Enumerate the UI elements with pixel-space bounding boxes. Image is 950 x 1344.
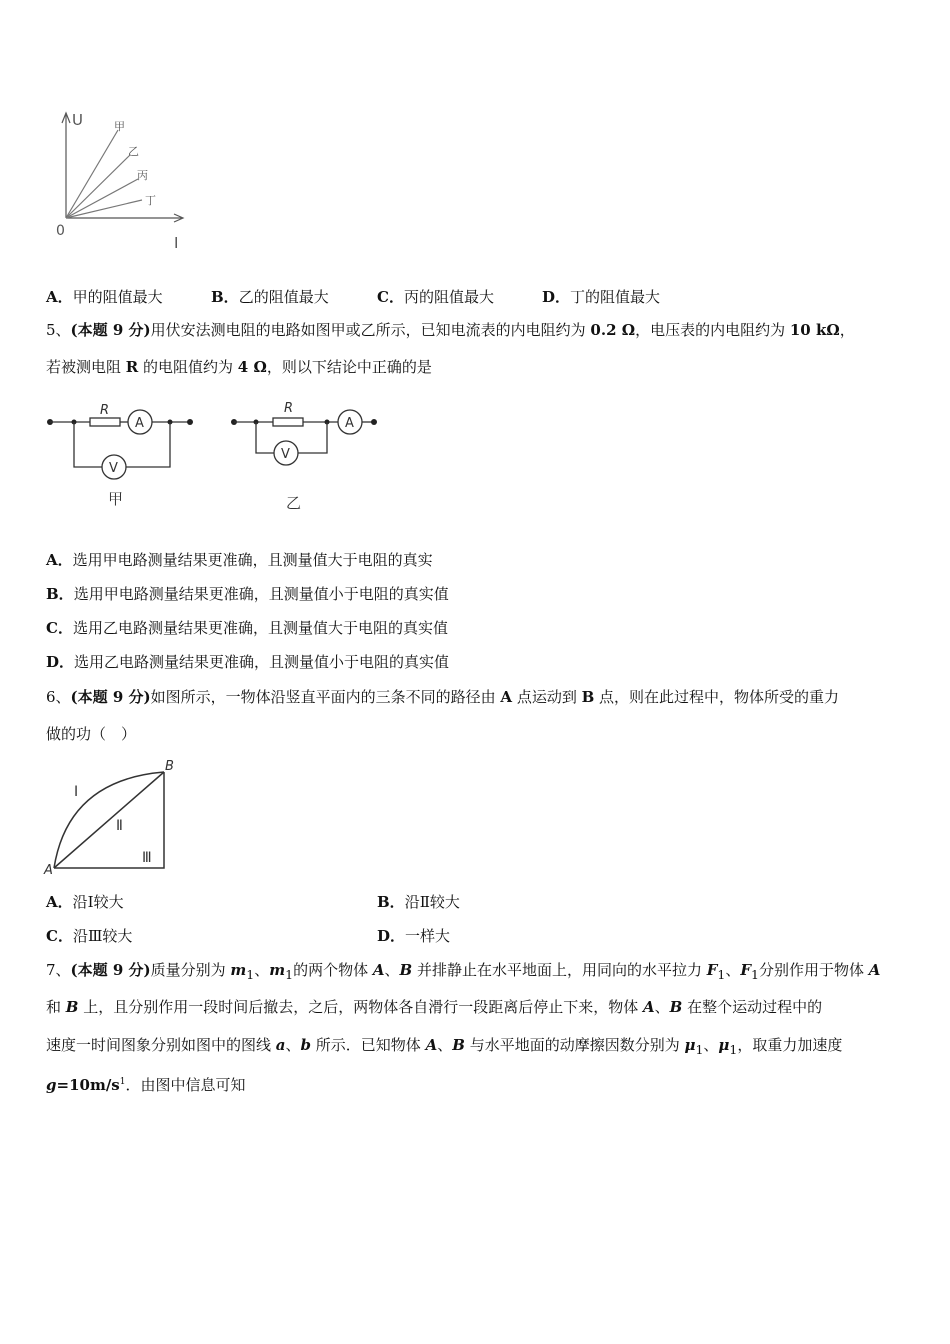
svg-text:A: A [44,863,53,878]
q6-stem-line1: 6、(本题 9 分)如图所示，一物体沿竖直平面内的三条不同的路径由 A 点运动到 B 点，则在此过程中，物体所受的重力 [46,688,840,706]
line-bing [66,179,138,218]
circuit-jia [44,398,204,513]
q6-stem-line2: 做的功（ ） [46,725,137,743]
resistor-r [90,418,120,426]
svg-text:R: R [100,403,110,418]
q4-option-c[interactable]: C．丙的阻值最大 [377,288,494,306]
svg-text:Ⅲ: Ⅲ [142,850,152,866]
q6-option-b[interactable]: B．沿Ⅱ较大 [377,893,460,911]
label-ding: 丁 [145,194,156,207]
label-jia: 甲 [114,120,125,133]
q5-option-b[interactable]: B．选用甲电路测量结果更准确，且测量值小于电阻的真实值 [46,585,449,603]
svg-text:V: V [109,461,118,476]
q7-stem-line3: 速度一时间图象分别如图中的图线 a、b 所示．已知物体 A、B 与水平地面的动摩擦因数分别为 $\mu_1$、$\mu_1$，取重力加速度 [46,1036,843,1057]
origin-label: 0 [56,223,65,239]
q6-option-d[interactable]: D．一样大 [377,927,451,945]
svg-text:A: A [345,416,354,431]
svg-text:Ⅰ: Ⅰ [74,784,79,800]
q7-stem-line4: $g=10m/s^1$．由图中信息可知 [46,1076,246,1094]
label-yi: 乙 [128,145,139,158]
q4-option-a[interactable]: A．甲的阻值最大 [46,288,163,306]
q5-stem-line1: 5、(本题 9 分)用伏安法测电阻的电路如图甲或乙所示，已知电流表的内电阻约为 0.2 Ω，电压表的内电阻约为 10 kΩ， [46,321,855,339]
label-jia: 甲 [108,490,124,508]
q4-options [46,286,746,308]
svg-text:R: R [284,401,294,416]
q6-option-c[interactable]: C．沿Ⅲ较大 [46,927,133,945]
q7-stem-line1: 7、(本题 9 分)质量分别为 $m_1$、$m_1$的两个物体 A、B 并排静止在水平地面上，用同向的水平拉力 $F_1$、$F_1$分别作用于物体 A [46,961,881,982]
resistor-r [273,418,303,426]
svg-text:V: V [281,447,290,462]
u-label: U [72,111,83,129]
label-yi: 乙 [286,494,302,512]
svg-text:Ⅱ: Ⅱ [116,818,123,834]
q7-stem-line2: 和 B 上，且分别作用一段时间后撤去，之后，两物体各自滑行一段距离后停止下来，物体 A、B 在整个运动过程中的 [46,998,823,1016]
path-figure [44,756,184,878]
q6-option-a[interactable]: A．沿Ⅰ较大 [46,893,124,911]
svg-text:A: A [135,416,144,431]
ui-graph [50,105,200,255]
q4-option-d[interactable]: D．丁的阻值最大 [542,288,661,306]
label-bing: 丙 [137,169,148,182]
q5-stem-line2: 若被测电阻 R 的电阻值约为 4 Ω，则以下结论中正确的是 [46,358,432,376]
q5-option-c[interactable]: C．选用乙电路测量结果更准确，且测量值大于电阻的真实值 [46,619,448,637]
svg-text:B: B [165,759,174,774]
q5-option-a[interactable]: A．选用甲电路测量结果更准确，且测量值大于电阻的真实 [46,551,433,569]
i-label: I [174,234,179,252]
q5-option-d[interactable]: D．选用乙电路测量结果更准确，且测量值小于电阻的真实值 [46,653,450,671]
circuit-yi [228,398,388,513]
q4-option-b[interactable]: B．乙的阻值最大 [211,288,329,306]
line-ding [66,200,142,218]
